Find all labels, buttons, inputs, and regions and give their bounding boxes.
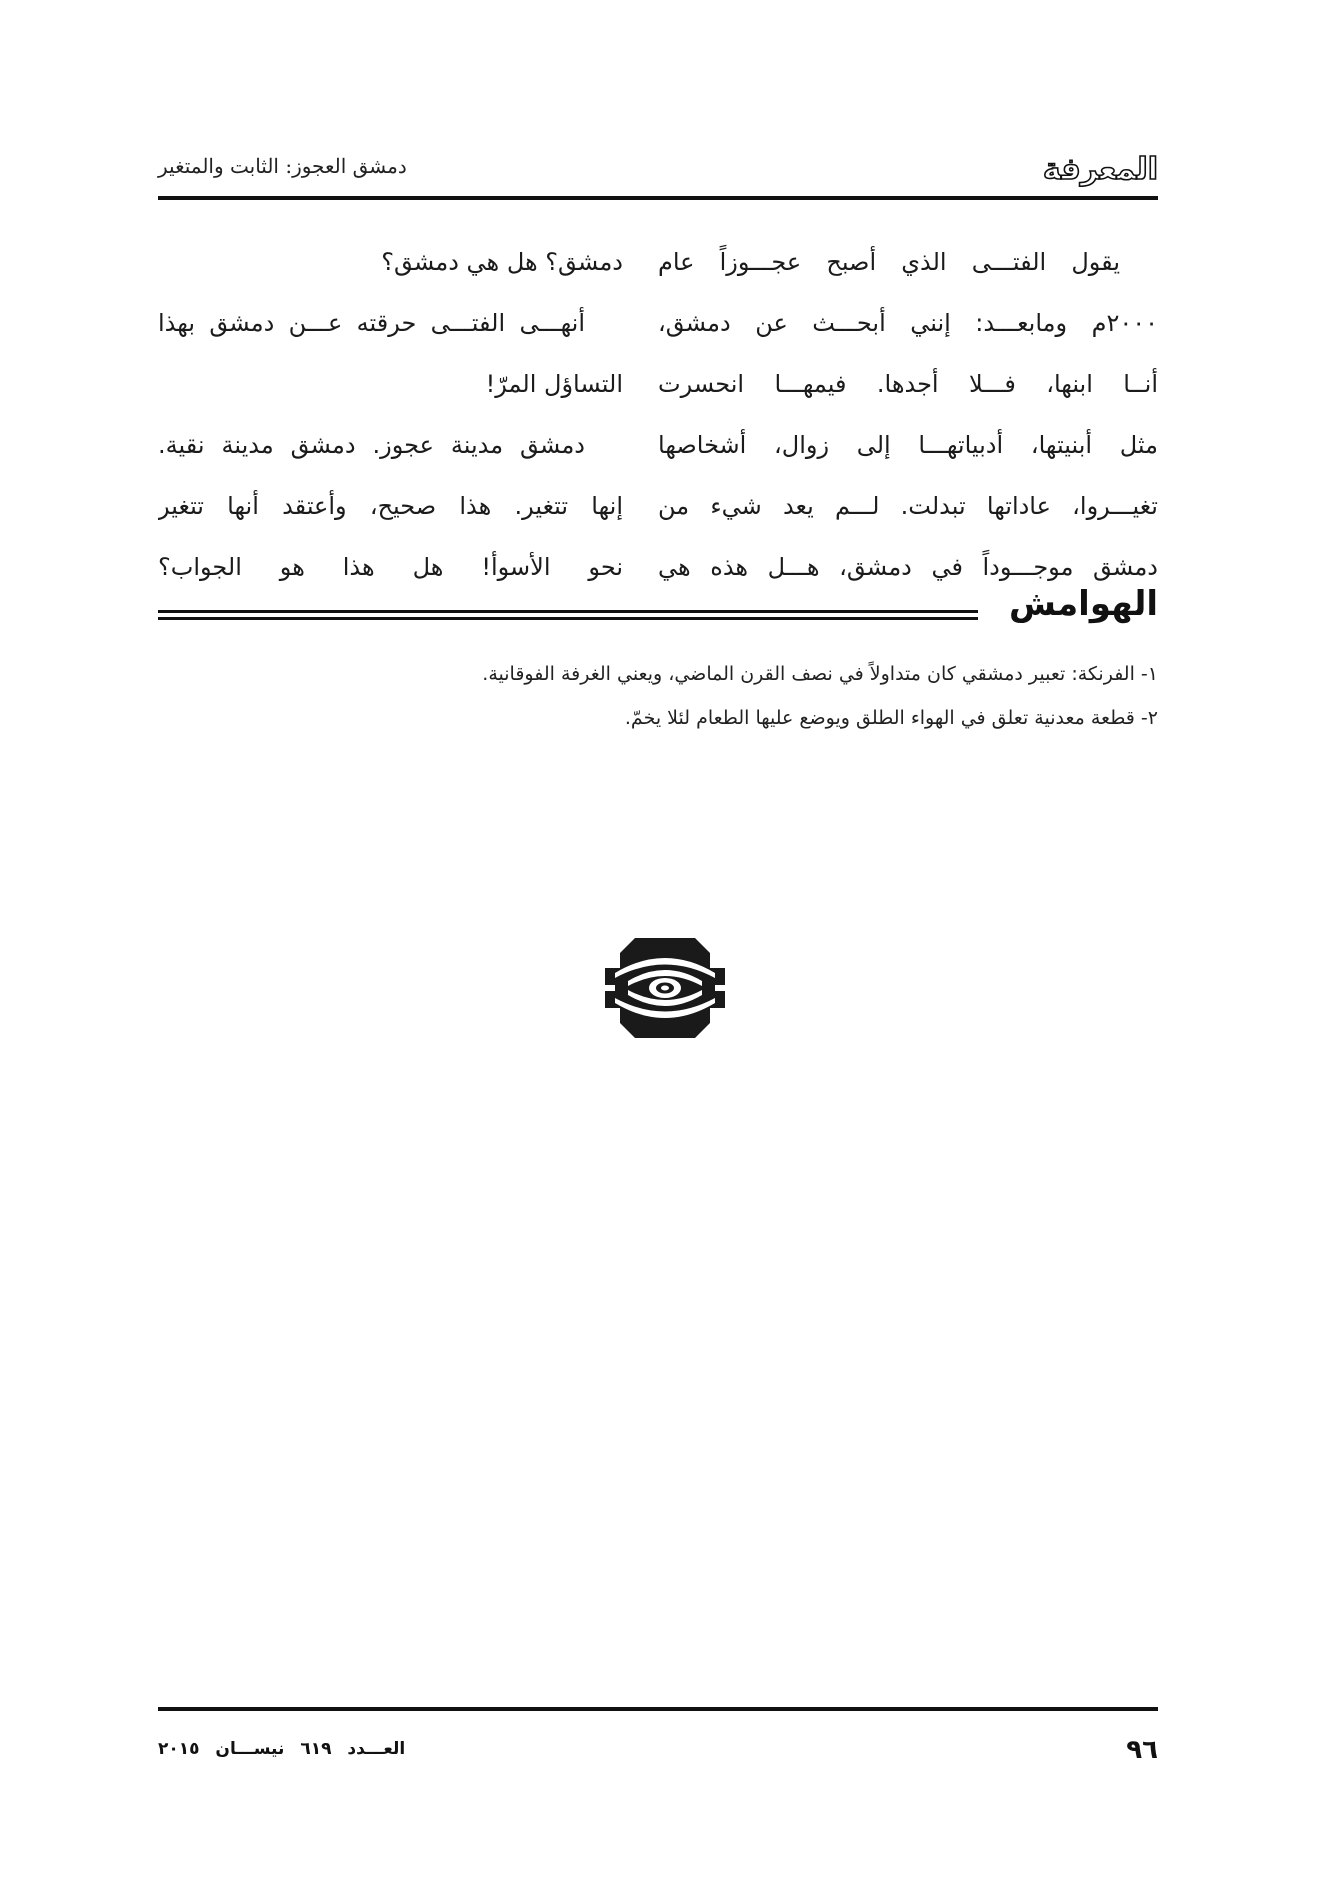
- notes-heading-rule: [158, 610, 978, 624]
- page-header: [158, 150, 1158, 186]
- paragraph-line: تغيـــروا، عاداتها تبدلت. لـــم يعد شيء من: [658, 492, 1158, 520]
- running-title: دمشق العجوز: الثابت والمتغير: [158, 154, 407, 178]
- paragraph-line: أنــا ابنها، فـــلا أجدها. فيمهـــا انحسرت: [658, 370, 1158, 398]
- page-number: ٩٦: [1126, 1735, 1158, 1765]
- header-rule: [158, 196, 1158, 200]
- magazine-logo: المعرفة: [1042, 152, 1158, 187]
- footnote-2: ٢- قطعة معدنية تعلق في الهواء الطلق ويوضع عليها الطعام لئلا يخمّ.: [624, 707, 1158, 729]
- issue-info: العـــدد ٦١٩ نيســـان ٢٠١٥: [158, 1739, 406, 1759]
- right-column: [658, 232, 1158, 598]
- paragraph-line: مثل أبنيتها، أدبياتهـــا إلى زوال، أشخاصها: [658, 431, 1158, 459]
- paragraph-line: يقول الفتـــى الذي أصبح عجـــوزاً عام: [658, 248, 1120, 276]
- paragraph-line: التساؤل المرّ!: [485, 370, 623, 398]
- paragraph-line: نحو الأسوأ! هل هذا هو الجواب؟: [158, 553, 623, 581]
- paragraph-line: أنهـــى الفتـــى حرقته عـــن دمشق بهذا: [158, 309, 585, 337]
- paragraph-line: دمشق موجـــوداً في دمشق، هـــل هذه هي: [658, 553, 1158, 581]
- footnote-1: ١- الفرنكة: تعبير دمشقي كان متداولاً في نصف القرن الماضي، ويعني الغرفة الفوقانية.: [482, 663, 1158, 685]
- paragraph-line: دمشق مدينة عجوز. دمشق مدينة نقية.: [158, 431, 585, 459]
- notes-heading: [158, 584, 1158, 632]
- left-column: [158, 232, 623, 598]
- ornament-icon: [590, 933, 740, 1043]
- paragraph-line: إنها تتغير. هذا صحيح، وأعتقد أنها تتغير: [158, 492, 623, 520]
- notes-heading-label: الهوامش: [1009, 584, 1158, 624]
- footnotes: [158, 652, 1158, 740]
- page-footer: [158, 1735, 1158, 1775]
- footer-rule: [158, 1707, 1158, 1711]
- paragraph-line: ٢٠٠٠م ومابعـــد: إنني أبحـــث عن دمشق،: [658, 309, 1158, 337]
- paragraph-line: دمشق؟ هل هي دمشق؟: [381, 248, 623, 276]
